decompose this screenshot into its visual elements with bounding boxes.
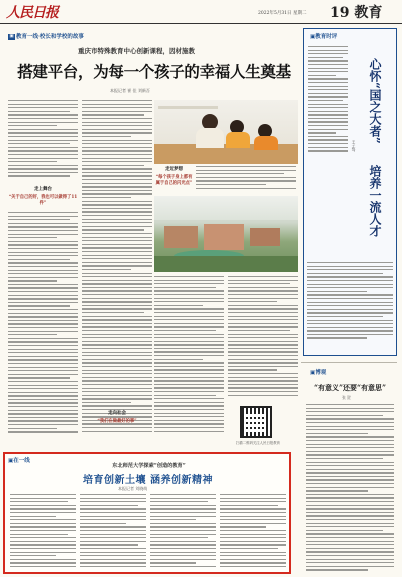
main-subtitle: 重庆市特殊教育中心创新课程，因材施教	[78, 47, 195, 55]
page-number	[330, 2, 382, 22]
commentary-author: 王子骜	[352, 140, 357, 152]
essay-author: 张 贺	[342, 395, 351, 400]
commentary-text-a	[308, 46, 348, 154]
main-section-tag	[8, 32, 84, 40]
section-heading-1: 走上舞台	[34, 187, 52, 192]
feature-subtitle: 东北师范大学探索“创造的教育”	[112, 463, 186, 469]
main-text-col3-a	[196, 166, 296, 191]
commentary-text-b	[307, 262, 393, 341]
essay-text	[306, 404, 394, 573]
page-number-value: 19	[330, 5, 350, 21]
newspaper-logo: 人民日报	[6, 5, 58, 21]
section-tag-icon: ▣	[8, 458, 14, 464]
masthead	[0, 0, 402, 24]
feature-tag	[8, 456, 30, 464]
main-byline: 本报记者 崔 佳 刘新吾	[110, 88, 150, 93]
section-quote-3: “我们在做最好的事”	[97, 419, 137, 424]
section-tag-icon: ▣	[310, 34, 316, 40]
main-text-col3-b	[154, 276, 224, 434]
essay-tag-label: 博观	[315, 370, 327, 376]
section-name: 教育	[354, 5, 383, 21]
commentary-tag	[310, 32, 337, 40]
photo-campus	[154, 196, 298, 272]
feature-tag-label: 在一线	[13, 458, 30, 464]
main-section-tag-label: 教育一线·校长和学校的故事	[16, 34, 84, 40]
commentary-tag-label: 教育时评	[315, 34, 338, 40]
qr-code-icon	[240, 406, 272, 438]
feature-headline: 培育创新土壤 涵养创新精神	[83, 475, 213, 486]
feature-byline: 本报记者 刘晓萌	[118, 486, 148, 491]
photo-classroom	[154, 100, 298, 164]
section-heading-2: 走近梦想	[165, 167, 183, 172]
section-tag-icon: ▣	[9, 33, 14, 39]
qr-caption: 扫描二维码关注人民日报教育	[235, 441, 281, 445]
main-text-col4	[228, 276, 298, 398]
feature-text-col2	[80, 494, 146, 569]
commentary-title-line1: 心怀“国之大者”	[368, 58, 382, 144]
main-headline: 搭建平台，为每一个孩子的幸福人生奠基	[17, 62, 291, 81]
commentary-title-line2: 培养一流人才	[368, 165, 382, 237]
dateline: 2022年5月31日 星期二	[258, 11, 307, 16]
section-quote-1: “关于自己的好，我也可以做得了11件”	[8, 195, 78, 206]
section-heading-3: 走向社会	[108, 411, 126, 416]
feature-text-col4	[220, 494, 286, 569]
main-text-col1-a	[8, 100, 78, 179]
section-quote-2: “每个孩子身上都有属于自己的闪光点”	[155, 175, 193, 186]
column-divider	[301, 362, 397, 363]
feature-text-col3	[150, 494, 216, 569]
essay-tag	[310, 368, 326, 376]
main-text-col2	[82, 100, 152, 434]
essay-title: “有意义”还要“有意思”	[313, 383, 387, 392]
feature-text-col1	[10, 494, 76, 569]
main-text-col1-b	[8, 212, 78, 435]
section-tag-icon: ▣	[310, 370, 316, 376]
